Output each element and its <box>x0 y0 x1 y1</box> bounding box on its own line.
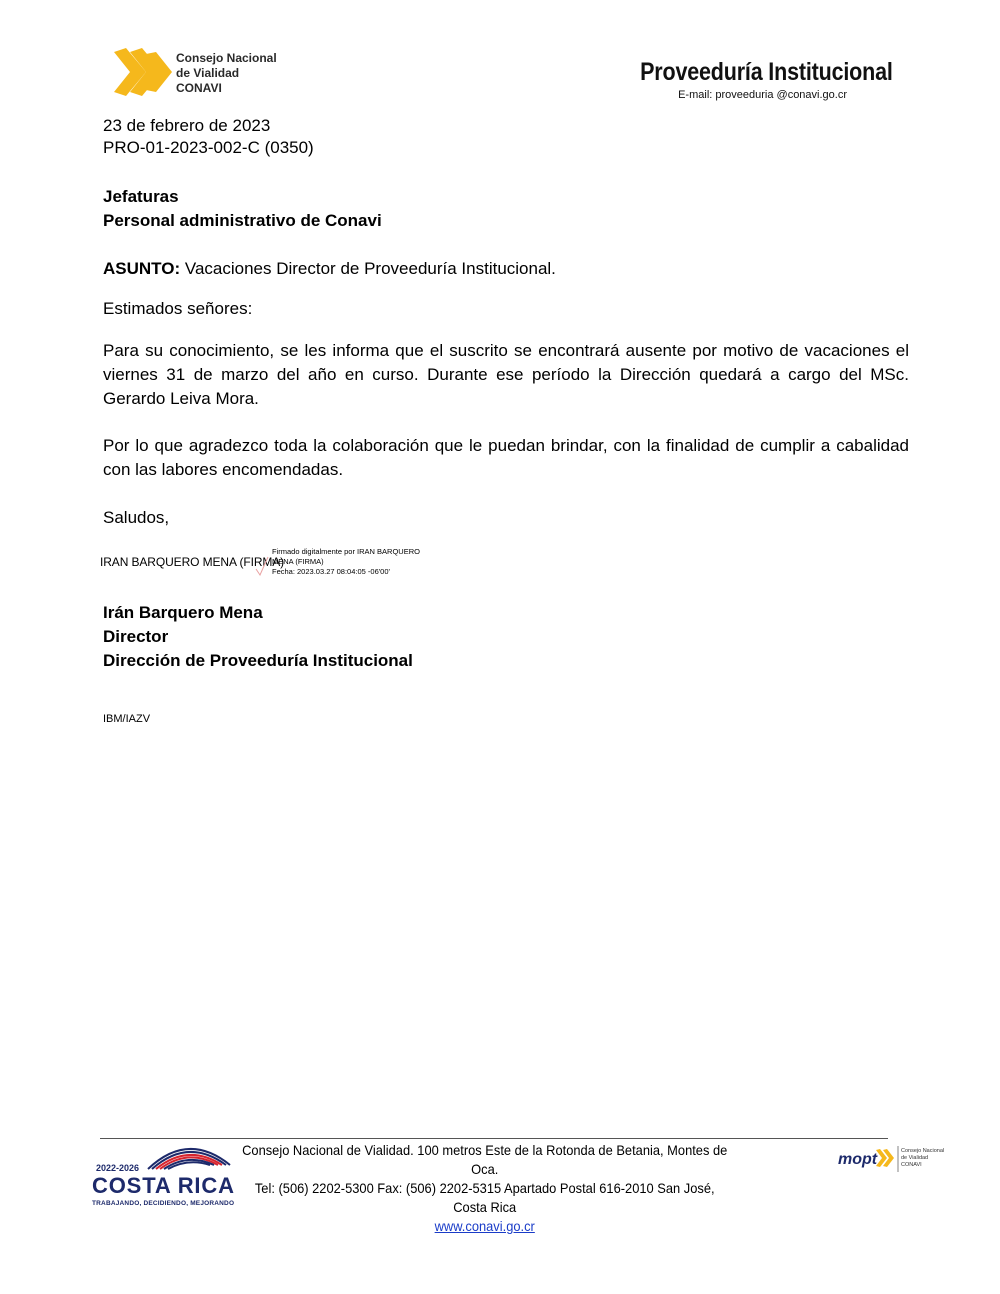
costa-rica-logo-icon <box>88 1135 238 1209</box>
subject-label: ASUNTO: <box>103 259 181 278</box>
letter-date: 23 de febrero de 2023 <box>103 116 271 135</box>
greeting: Estimados señores: <box>103 299 253 318</box>
logo-line-2: de Vialidad <box>176 66 240 80</box>
subject <box>103 257 556 281</box>
signature-details <box>272 547 432 577</box>
letter-reference: PRO-01-2023-002-C (0350) <box>103 138 314 157</box>
mopt-side-2: de Vialidad <box>901 1155 929 1161</box>
signature-detail-2: MENA (FIRMA) <box>272 557 324 566</box>
mopt-label: mopt <box>838 1151 878 1168</box>
signature-check-icon <box>254 553 270 579</box>
body-paragraph-2: Por lo que agradezco toda la colaboración que le puedan brindar, con la finalidad de cumplir a cabalidad con las labores encomendadas. <box>103 436 909 479</box>
footer-website-link[interactable]: www.conavi.go.cr <box>434 1218 535 1234</box>
subject-text: Vacaciones Director de Proveeduría Institucional. <box>180 259 556 278</box>
closing: Saludos, <box>103 508 170 527</box>
reference-initials: IBM/IAZV <box>103 713 151 725</box>
logo-line-3: CONAVI <box>176 81 222 95</box>
cr-name: COSTA RICA <box>92 1173 234 1198</box>
signature-detail-3: Fecha: 2023.03.27 08:04:05 -06'00' <box>272 567 390 576</box>
footer-contact-line: Tel: (506) 2202-5300 Fax: (506) 2202-5315 Apartado Postal 616-2010 San José, Costa Rica <box>254 1180 715 1215</box>
mopt-side-1: Consejo Nacional <box>901 1148 945 1154</box>
logo-line-1: Consejo Nacional <box>176 51 277 65</box>
body-paragraph-1: Para su conocimiento, se les informa que el suscrito se encontrará ausente por motivo de vacaciones el viernes 31 de marzo del año en curso. Durante ese período la Dirección quedará a cargo del MSc. Gerardo Leiva Mora. <box>103 341 909 408</box>
recipient-1: Jefaturas <box>103 187 179 206</box>
mopt-logo-icon <box>836 1142 946 1176</box>
footer-address-line: Consejo Nacional de Vialidad. 100 metros Este de la Rotonda de Betania, Montes de Oca. <box>242 1142 728 1177</box>
cr-years: 2022-2026 <box>96 1163 140 1173</box>
mopt-side-3: CONAVI <box>901 1162 922 1168</box>
department-title: Proveeduría Institucional <box>640 58 893 86</box>
signature-detail-1: Firmado digitalmente por IRAN BARQUERO <box>272 547 420 556</box>
signer-title: Director <box>103 627 169 646</box>
signer-name: Irán Barquero Mena <box>103 603 263 622</box>
signature-stamp-name: IRAN BARQUERO MENA (FIRMA) <box>100 555 285 569</box>
footer-address <box>240 1141 729 1236</box>
signer-department: Dirección de Proveeduría Institucional <box>103 651 413 670</box>
department-email: E-mail: proveeduria @conavi.go.cr <box>678 89 847 101</box>
conavi-logo-text <box>176 51 277 96</box>
cr-slogan: TRABAJANDO, DECIDIENDO, MEJORANDO <box>92 1200 234 1207</box>
recipient-2: Personal administrativo de Conavi <box>103 211 382 230</box>
